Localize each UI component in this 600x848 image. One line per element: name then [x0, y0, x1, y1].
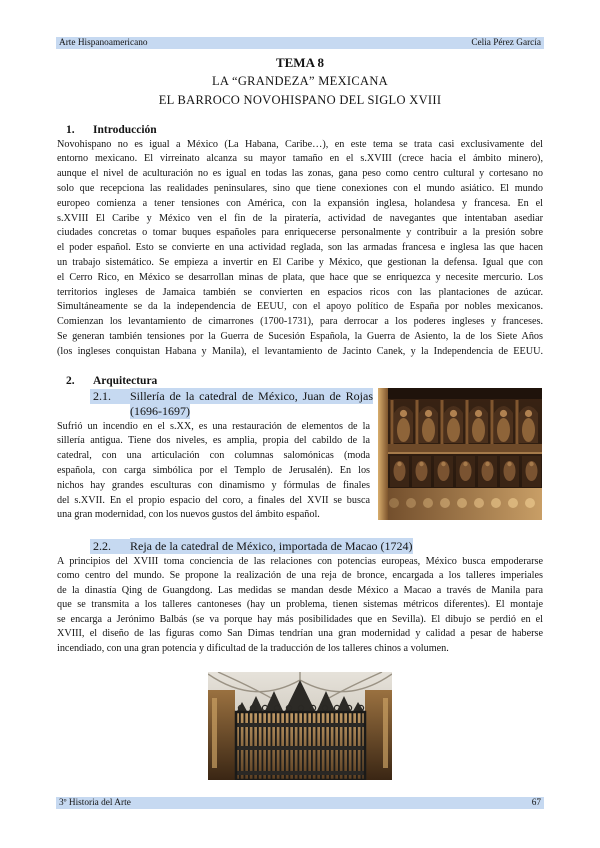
section-number: 2. [66, 374, 75, 387]
salomonic-column [391, 400, 394, 444]
lower-tier-panels [390, 456, 541, 487]
text-line: (los ingleses conquistan Habana y Manila), el levantamiento de Jacinto Canek, y la Independencia de EEUU. [57, 345, 543, 357]
relief-highlight [441, 462, 445, 466]
carved-saint-head [525, 410, 532, 417]
text-line: una gran modernidad, con los nuevos gustos del ámbito español. [57, 509, 320, 521]
text-line: A principios del XVIII toma conciencia de las relaciones con potencias europeas, México busca empoderarse [57, 555, 543, 567]
page-header [56, 37, 544, 49]
frieze-ornament [389, 498, 399, 508]
relief-highlight [485, 462, 489, 466]
section-2-heading [66, 374, 157, 389]
cathedral-grille-photo [208, 672, 392, 780]
text-line: entorno mexicano. El virreinato alcanza su mayor tamaño en el s.XVIII (crece hacia el ámbito minero), [57, 153, 543, 165]
text-line: territorios ingleses de Jamaica también se convierten en espacios ricos con las plantaciones de azúcar. [57, 286, 543, 298]
grille-rail [236, 771, 365, 775]
page-footer [56, 797, 544, 809]
subsection-2-1-paragraph [57, 420, 370, 524]
salomonic-column [491, 400, 494, 444]
salomonic-column [441, 400, 444, 444]
section-number: 1. [66, 123, 75, 136]
text-line: sillería antigua. Tiene dos niveles, es amplia, propia del cabildo de la [57, 435, 370, 447]
carved-saint-head [475, 410, 482, 417]
text-line: XVIII, el diseño de las figuras como San Dimas tendrían una gran modernidad y calidad a pesar de haberse [57, 628, 543, 640]
subsection-number: 2.2. [90, 539, 130, 554]
carved-saint-body [472, 418, 485, 442]
text-line: Sufrió un incendio en el s.XX, es una restauración de elementos de la [57, 420, 370, 432]
frieze-ornament [457, 498, 467, 508]
text-line: solo que recepciona las realidades peninsulares, sino que tiene conexiones con el mundo asiático. El mundo [57, 182, 543, 194]
carved-saint-head [425, 410, 432, 417]
frieze-ornament [406, 498, 416, 508]
carved-saint-body [397, 418, 410, 442]
text-line: un trabajo sistemático. Se empieza a invertir en El Caribe y México, que gestionan la defensa. Igual que con [57, 256, 543, 268]
salomonic-column [466, 400, 469, 444]
introduction-paragraph [57, 138, 543, 360]
topic-title: TEMA 8 [275, 54, 325, 70]
subsection-title [130, 539, 430, 554]
text-line: que se transmita a los talleres cantoneses (hay un problema, tienen sistemas métricos diferentes). El montaje [57, 599, 543, 611]
topic-subtitle: LA “GRANDEZA” MEXICANA [211, 73, 389, 88]
section-title: Arquitectura [93, 374, 158, 387]
text-line: catedral, con una articulación con columnas salomónicas (moda [57, 450, 370, 462]
relief-highlight [507, 462, 511, 466]
relief-highlight [463, 462, 467, 466]
text-line: española, con carga simbólica por el Templo de Jerusalén). En los [57, 464, 370, 476]
text-line: aunque el nivel de aculturación no es igual en todas las zonas, gana peso como centro cultural y cortesano no [57, 168, 543, 180]
carved-saint-body [497, 418, 510, 442]
subsection-title-text: Sillería de la catedral de México, Juan de Rojas (1696-1697) [130, 388, 373, 418]
frieze-ornament [423, 498, 433, 508]
text-line: europeo comienza a tener tensiones con América, con la expansión inglesa, holandesa y francesa. En el [57, 197, 543, 209]
section-title: Introducción [93, 123, 157, 136]
frieze-ornament [508, 498, 518, 508]
grille-rail [236, 723, 365, 727]
text-line: el poder español. Esto se convierte en una actividad reglada, son las armadas francesa e inglesa las que hacen [57, 242, 543, 254]
text-line: de la dinastía Qing de Guangdong. Las medidas se mandan desde México a Macao a través de Manila para [57, 584, 543, 596]
header-author: Celia Pérez García [471, 37, 541, 48]
text-line: Simultáneamente se da la independencia de EEUU, con el apoyo político de España por nobles mexicanos. [57, 301, 543, 313]
base-frieze [389, 498, 535, 508]
relief-highlight [419, 462, 423, 466]
cornice-molding [378, 452, 542, 454]
gilded-pilaster [383, 698, 388, 768]
carved-saint-head [400, 410, 407, 417]
frieze-ornament [474, 498, 484, 508]
carved-saint-body [447, 418, 460, 442]
text-line: ciudades concretas o tomar buques españoles para enriquecerse personalmente y contribuir a la presión sobre [57, 227, 543, 239]
subsection-2-2-heading [90, 539, 430, 554]
page-number: 67 [531, 797, 541, 808]
subsection-2-2-paragraph [57, 555, 543, 657]
header-course: Arte Hispanoamericano [59, 37, 148, 48]
text-line: s.XVIII El Caribe y México ven el fin de la piratería, actividad de navegantes que intentaban asediar [57, 212, 543, 224]
text-line: Novohispano no es igual a México (La Habana, Caribe…), en este tema se trata casi exclusivamente del [57, 138, 543, 150]
text-line: el Cerro Rico, en México se desarrollan minas de plata, que hace que se enriquezca y necesite mercurio. Los [57, 271, 543, 283]
text-line: Comienzan los levantamiento de cimarrones (1700-1731), para derrocar a los poderes ingleses y franceses. [57, 316, 543, 328]
text-line: Se generan también tensiones por la Guerra de Sucesión Española, la Guerra de Asiento, la de los Siete Años [57, 330, 543, 342]
upper-cornice [378, 388, 542, 399]
footer-course: 3º Historia del Arte [59, 797, 131, 808]
section-1-heading [66, 123, 157, 138]
carved-saint-head [450, 410, 457, 417]
subsection-2-1-heading [90, 389, 373, 419]
carved-saint-body [522, 418, 535, 442]
middle-cornice [378, 444, 542, 452]
text-line: se encarga a Jerónimo Balbás (se va porque hay más posibilidades que en Sevilla). El dibujo se perdió en el [57, 613, 543, 625]
choir-stalls-photo [378, 388, 542, 520]
text-line: incendiado, con una gran potencia y dificultad de la traducción de los talleres chinos a volumen. [57, 642, 449, 654]
frieze-ornament [525, 498, 535, 508]
subsection-title-text: Reja de la catedral de México, importada de Macao (1724) [130, 538, 413, 553]
text-line: del s.XVII. En el propio espacio del coro, a finales del XVII se busca [57, 494, 370, 506]
salomonic-column [516, 400, 519, 444]
grille-rail [236, 746, 365, 750]
salomonic-column [416, 400, 419, 444]
text-line: como centro del mundo. Se propone la realización de una reja de bronce, encargada a los talleres imperiales [57, 570, 543, 582]
frieze-ornament [440, 498, 450, 508]
gilded-pilaster [212, 698, 217, 768]
frieze-ornament [491, 498, 501, 508]
topic-period: EL BARROCO NOVOHISPANO DEL SIGLO XVIII [158, 92, 442, 107]
subsection-number: 2.1. [90, 389, 130, 404]
subsection-title [130, 389, 373, 419]
carved-saint-body [422, 418, 435, 442]
relief-highlight [529, 462, 533, 466]
text-line: nichos hay grandes esculturas con dinamismo y fórmulas de finales [57, 479, 370, 491]
gilded-column [378, 388, 388, 520]
relief-highlight [397, 462, 401, 466]
carved-saint-head [500, 410, 507, 417]
